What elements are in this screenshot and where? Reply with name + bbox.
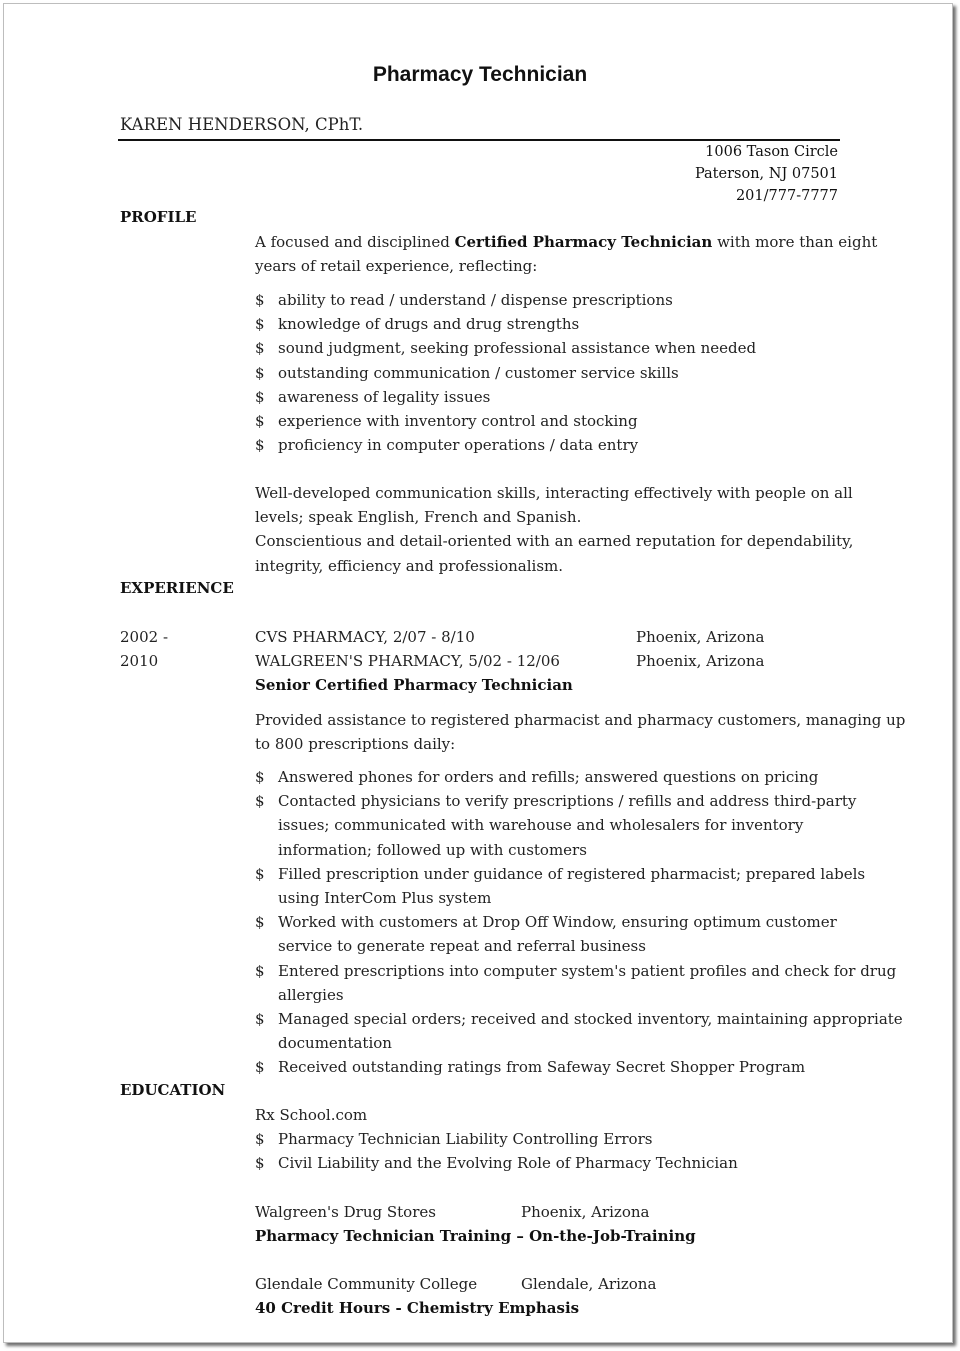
list-item: $ Contacted physicians to verify prescriptions / refills and address third-party issues; communicated with warehouse and wholesalers for inventory information; followed up with customers [255, 789, 903, 862]
profile-summary: Well-developed communication skills, interacting effectively with people on all levels; speak English, French and Spanish. Conscientious and detail-oriented with an earned reputation for dependability, integrity, efficiency and professionalism. [255, 484, 854, 575]
school-2-location: Phoenix, Arizona [521, 1203, 650, 1221]
list-item: $ outstanding communication / customer service skills [255, 361, 756, 385]
employer-2: WALGREEN'S PHARMACY, 5/02 - 12/06 [255, 652, 560, 671]
school-1-courses [255, 1127, 738, 1175]
experience-years: 2002 - 2010 [120, 628, 169, 671]
list-item: $ sound judgment, seeking professional assistance when needed [255, 336, 756, 360]
school-2-program: Pharmacy Technician Training – On-the-Job-Training [255, 1227, 696, 1245]
bullet-symbol: $ [255, 436, 265, 455]
employer-list [255, 625, 573, 698]
intro-text-start: A focused and disciplined [255, 233, 455, 251]
employer-1-location: Phoenix, Arizona [636, 628, 765, 646]
employer-2-location: Phoenix, Arizona [636, 652, 765, 671]
job-title: Senior Certified Pharmacy Technician [255, 676, 573, 695]
school-3-name: Glendale Community College [255, 1275, 478, 1293]
bullet-symbol: $ [255, 961, 265, 980]
bullet-symbol: $ [255, 1154, 265, 1173]
address-line-1: 1006 Tason Circle [705, 144, 838, 160]
list-item: $ Worked with customers at Drop Off Window, ensuring optimum customer service to generate repeat and referral business [255, 910, 903, 958]
list-item: $ experience with inventory control and stocking [255, 409, 756, 433]
contact-block [695, 141, 838, 207]
list-item: $ Answered phones for orders and refills; answered questions on pricing [255, 765, 903, 789]
phone-number: 201/777-7777 [735, 188, 838, 204]
list-item: $ ability to read / understand / dispense prescriptions [255, 288, 756, 312]
school-1-name: Rx School.com [255, 1106, 368, 1124]
list-item: $ Civil Liability and the Evolving Role of Pharmacy Technician [255, 1151, 738, 1175]
list-item: $ proficiency in computer operations / data entry [255, 433, 756, 457]
bullet-symbol: $ [255, 339, 265, 358]
profile-heading: PROFILE [120, 208, 197, 226]
intro-line-2: years of retail experience, reflecting: [255, 257, 538, 276]
bullet-symbol: $ [255, 363, 265, 382]
list-item: $ knowledge of drugs and drug strengths [255, 312, 756, 336]
document-title: Pharmacy Technician [372, 63, 588, 86]
bullet-symbol: $ [255, 315, 265, 334]
bullet-symbol: $ [255, 1130, 265, 1148]
bullet-symbol: $ [255, 768, 265, 786]
profile-skills-list [255, 288, 756, 457]
education-heading: EDUCATION [120, 1081, 226, 1099]
employer-1: CVS PHARMACY, 2/07 - 8/10 [255, 628, 475, 646]
list-item: $ Pharmacy Technician Liability Controlling Errors [255, 1127, 738, 1151]
list-item: $ Received outstanding ratings from Safeway Secret Shopper Program [255, 1055, 903, 1079]
bullet-symbol: $ [255, 792, 265, 811]
list-item: $ Entered prescriptions into computer system's patient profiles and check for drug allergies [255, 959, 903, 1007]
intro-text-end: with more than eight [712, 233, 878, 251]
employer-locations [636, 625, 764, 673]
bullet-symbol: $ [255, 1058, 265, 1077]
list-item: $ Managed special orders; received and stocked inventory, maintaining appropriate documentation [255, 1007, 903, 1055]
intro-emphasis: Certified Pharmacy Technician [454, 233, 713, 251]
bullet-symbol: $ [255, 291, 265, 309]
school-2-name: Walgreen's Drug Stores [255, 1203, 436, 1221]
candidate-name: KAREN HENDERSON, CPhT. [120, 115, 364, 134]
address-line-2: Paterson, NJ 07501 [694, 166, 838, 182]
experience-summary: Provided assistance to registered pharmacist and pharmacy customers, managing up to 800 prescriptions daily: [255, 711, 906, 754]
experience-duties-list [255, 765, 903, 1080]
bullet-symbol: $ [255, 412, 265, 431]
bullet-symbol: $ [255, 913, 265, 932]
list-item: $ awareness of legality issues [255, 385, 756, 409]
school-3-program: 40 Credit Hours - Chemistry Emphasis [255, 1299, 580, 1317]
bullet-symbol: $ [255, 387, 265, 406]
school-3-location: Glendale, Arizona [521, 1275, 657, 1293]
profile-intro [255, 230, 877, 278]
bullet-symbol: $ [255, 864, 265, 883]
bullet-symbol: $ [255, 1010, 265, 1029]
experience-heading: EXPERIENCE [120, 579, 234, 597]
list-item: $ Filled prescription under guidance of registered pharmacist; prepared labels using InterCom Plus system [255, 862, 903, 910]
